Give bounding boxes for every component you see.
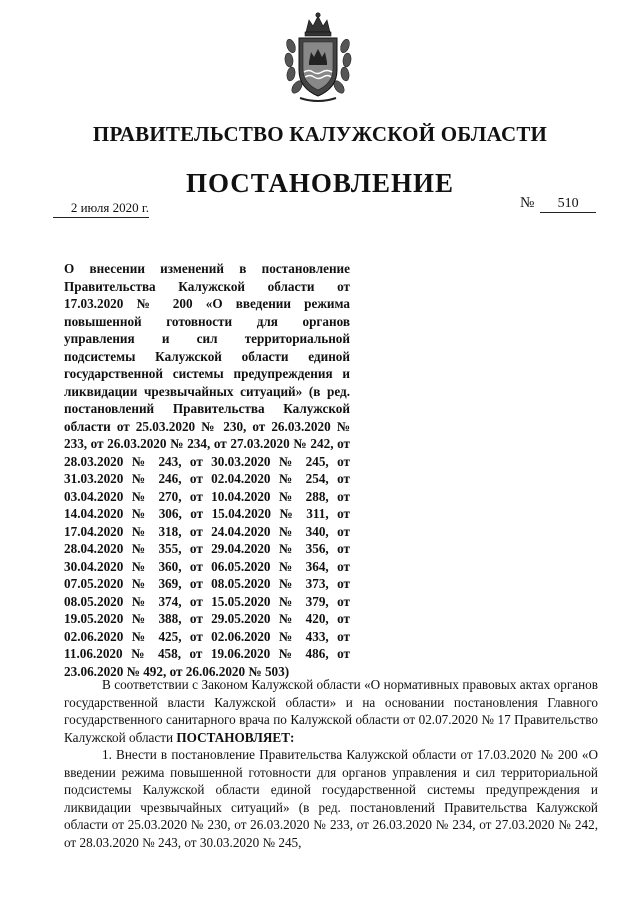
government-title: ПРАВИТЕЛЬСТВО КАЛУЖСКОЙ ОБЛАСТИ (92, 122, 548, 146)
preamble-text: В соответствии с Законом Калужской области «О нормативных правовых актах органов государственной власти Калужской области» и на основании постановления Главного государственного санитарного врача по Калужской области от 02.07.2020 № 17 Правительство Калужской области (64, 677, 598, 745)
document-type: ПОСТАНОВЛЕНИЕ (185, 168, 455, 198)
kaluga-coat-of-arms-emblem (282, 12, 354, 104)
resolves-keyword: ПОСТАНОВЛЯЕТ: (176, 729, 295, 745)
document-date: 2 июля 2020 г. (53, 200, 149, 218)
item-1-paragraph: 1. Внести в постановление Правительства Калужской области от 17.03.2020 № 200 «О введении режима повышенной готовности для органов управления и сил территориальной подсистемы Калужской области единой государственной системы предупреждения и ликвидации чрезвычайных ситуаций» (в ред. постановлений Правительства Калужской области от 25.03.2020 № 230, от 26.03.2020 № 233, от 26.03.2020 № 234, от 27.03.2020 № 242, от 28.03.2020 № 243, от 30.03.2020 № 245, (64, 747, 598, 850)
document-body (64, 676, 598, 851)
preamble-paragraph (64, 676, 598, 746)
document-number (520, 195, 596, 213)
number-label: № (520, 195, 535, 211)
number-value: 510 (540, 196, 596, 213)
document-subject: О внесении изменений в постановление Правительства Калужской области от 17.03.2020 № 200 «О введении режима повышенной готовности для органов управления и сил территориальной подсистемы Калужской области единой государственной системы предупреждения и ликвидации чрезвычайных ситуаций» (в ред. постановлений Правительства Калужской области от 25.03.2020 № 230, от 26.03.2020 № 233, от 26.03.2020 № 234, от 27.03.2020 № 242, от 28.03.2020 № 243, от 30.03.2020 № 245, от 31.03.2020 № 246, от 02.04.2020 № 254, от 03.04.2020 № 270, от 10.04.2020 № 288, от 14.04.2020 № 306, от 15.04.2020 № 311, от 17.04.2020 № 318, от 24.04.2020 № 340, от 28.04.2020 № 355, от 29.04.2020 № 356, от 30.04.2020 № 360, от 06.05.2020 № 364, от 07.05.2020 № 369, от 08.05.2020 № 373, от 08.05.2020 № 374, от 15.05.2020 № 379, от 19.05.2020 № 388, от 29.05.2020 № 420, от 02.06.2020 № 425, от 02.06.2020 № 433, от 11.06.2020 № 458, от 19.06.2020 № 486, от 23.06.2020 № 492, от 26.06.2020 № 503) (64, 261, 350, 679)
